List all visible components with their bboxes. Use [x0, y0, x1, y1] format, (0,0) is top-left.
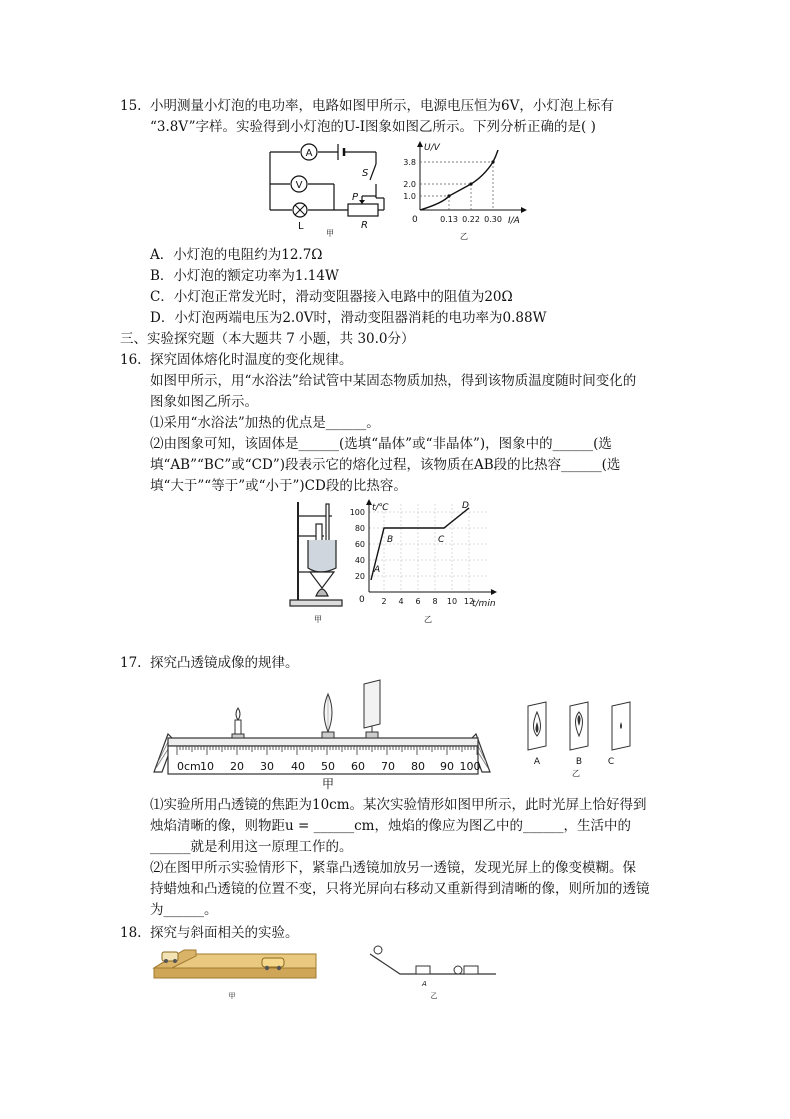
convex-lens-icon — [322, 694, 334, 738]
point-b-label: B — [387, 535, 394, 545]
q15-option-c: C．小灯泡正常发光时，滑动变阻器接入电路中的阻值为20Ω — [150, 289, 513, 305]
point-a-label: A — [422, 980, 427, 988]
point-a-label: A — [374, 565, 381, 575]
image-option-c — [612, 702, 630, 750]
q16-number: 16. — [120, 352, 142, 368]
q17-title: 探究凸透镜成像的规律。 — [150, 655, 299, 671]
image-label-b: B — [575, 757, 583, 767]
voltmeter-label: V — [295, 180, 303, 191]
melting-xlabel: t/min — [472, 599, 496, 609]
ui-ytick: 1.0 — [403, 192, 416, 201]
image-options — [520, 698, 640, 778]
bench-tick-label: 100 — [459, 760, 481, 773]
melting-origin: 0 — [359, 595, 365, 605]
melting-ytick: 80 — [354, 524, 365, 533]
q15-circuit-diagram — [262, 140, 392, 238]
q15-stem-2: “3.8V”字样。实验得到小灯泡的U-I图象如图乙所示。下列分析正确的是( ) — [150, 119, 596, 135]
incline-ball-caption: 乙 — [430, 992, 438, 1000]
block-icon — [464, 966, 478, 974]
ui-ytick: 3.8 — [403, 158, 416, 167]
bench-tick-label: 0cm — [177, 760, 201, 773]
bench-tick-label: 40 — [291, 760, 305, 773]
q18-title-line — [120, 924, 299, 943]
bench-caption: 甲 — [321, 777, 335, 791]
incline-car-diagram — [148, 944, 320, 1002]
image-label-c: C — [607, 757, 615, 767]
q18-number: 18. — [120, 925, 142, 941]
melting-xtick: 12 — [463, 597, 475, 606]
ui-ytick: 2.0 — [403, 180, 416, 189]
melting-graph-caption: 乙 — [424, 615, 432, 624]
ui-xlabel: I/A — [508, 216, 520, 226]
bench-tick-label: 20 — [230, 760, 244, 773]
melting-xtick: 4 — [398, 597, 404, 606]
q16-line-1: 如图甲所示，用“水浴法”给试管中某固态物质加热，得到该物质温度随时间变化的 — [150, 373, 637, 389]
section-3-heading: 三、实验探究题（本大题共 7 小题，共 30.0分） — [120, 331, 415, 347]
point-c-label: C — [438, 535, 445, 545]
light-screen-icon — [364, 680, 380, 738]
q16-line-6: 填“大于”“等于”或“小于”)CD段的比热容。 — [150, 478, 407, 494]
bench-tick-label: 50 — [321, 760, 335, 773]
q15-option-d: D．小灯泡两端电压为2.0V时，滑动变阻器消耗的电功率为0.88W — [150, 310, 547, 326]
q17-line-5: 持蜡烛和凸透镜的位置不变，只将光屏向右移动又重新得到清晰的像，则所加的透镜 — [150, 881, 650, 897]
block-icon — [416, 966, 430, 974]
q17-line-2: 烛焰清晰的像，则物距u = ______cm，烛焰的像应为图乙中的______，生活中的 — [150, 818, 631, 834]
image-options-caption: 乙 — [572, 769, 580, 778]
point-d-label: D — [462, 501, 469, 511]
melting-ytick: 100 — [349, 508, 365, 517]
q16-line-3: ⑴采用“水浴法”加热的优点是______。 — [150, 415, 380, 431]
melting-ytick: 40 — [354, 556, 365, 565]
q17-line-6: 为______。 — [150, 902, 218, 918]
image-option-b — [570, 702, 588, 750]
q16-line-4: ⑵由图象可知，该固体是______(选填“晶体”或“非晶体”)，图象中的______(选 — [150, 436, 612, 452]
q15-number: 15. — [120, 98, 142, 114]
image-option-a — [528, 702, 546, 750]
q17-line-1: ⑴实验所用凸透镜的焦距为10cm。某次实验情形如图甲所示，此时光屏上恰好得到 — [150, 797, 647, 813]
water-bath-apparatus — [286, 496, 350, 628]
q16-title: 探究固体熔化时温度的变化规律。 — [150, 352, 353, 368]
q16-line-5: 填“AB”“BC”或“CD”)段表示它的熔化过程，该物质在AB段的比热容______(选 — [150, 457, 621, 473]
lamp-icon — [293, 203, 307, 217]
incline-car-caption: 甲 — [228, 992, 236, 1000]
optical-bench — [150, 676, 495, 794]
switch-label: S — [362, 168, 369, 179]
melting-graph — [344, 498, 506, 628]
slider-label: P — [352, 192, 359, 203]
ui-xtick: 0.13 — [440, 215, 458, 224]
bench-tick-label: 80 — [411, 760, 425, 773]
q17-number: 17. — [120, 655, 142, 671]
melting-ytick: 60 — [354, 540, 365, 549]
melting-ytick: 20 — [354, 572, 365, 581]
incline-ball-diagram — [360, 940, 500, 1002]
apparatus-caption: 甲 — [314, 615, 322, 624]
q17-line-4: ⑵在图甲所示实验情形下，紧靠凸透镜加放另一透镜，发现光屏上的像变模糊。保 — [150, 860, 636, 876]
toy-car-icon — [162, 952, 178, 963]
melting-ylabel: t/℃ — [372, 503, 389, 513]
ball-icon — [454, 966, 462, 974]
circuit-caption: 甲 — [326, 229, 334, 238]
ui-xtick: 0.30 — [484, 215, 502, 224]
ui-ylabel: U/V — [424, 143, 440, 153]
ui-origin: 0 — [412, 215, 418, 225]
lamp-label: L — [298, 221, 304, 232]
bench-tick-label: 10 — [200, 760, 214, 773]
q15-option-a: A．小灯泡的电阻约为12.7Ω — [150, 247, 323, 263]
image-label-a: A — [533, 757, 541, 767]
q18-title: 探究与斜面相关的实验。 — [150, 925, 299, 941]
q15-stem-1: 小明测量小灯泡的电功率，电路如图甲所示，电源电压恒为6V，小灯泡上标有 — [150, 98, 614, 114]
melting-xtick: 8 — [432, 597, 438, 606]
ui-graph-caption: 乙 — [460, 232, 468, 241]
melting-xtick: 10 — [446, 597, 458, 606]
melting-xtick: 6 — [415, 597, 421, 606]
bench-tick-label: 90 — [440, 760, 454, 773]
q15-option-b: B．小灯泡的额定功率为1.14W — [150, 268, 339, 284]
bench-tick-label: 70 — [381, 760, 395, 773]
ammeter-label: A — [305, 148, 313, 159]
ui-xtick: 0.22 — [462, 215, 480, 224]
ball-icon — [374, 946, 382, 954]
bench-tick-label: 60 — [351, 760, 365, 773]
bench-tick-label: 30 — [260, 760, 274, 773]
q16-line-2: 图象如图乙所示。 — [150, 394, 258, 410]
melting-xtick: 2 — [381, 597, 387, 606]
q17-title-line — [120, 654, 299, 673]
q17-line-3: ______就是利用这一原理工作的。 — [150, 839, 353, 855]
rheostat-label: R — [361, 220, 368, 231]
q16-title-line — [120, 351, 353, 370]
q15-ui-graph — [398, 138, 530, 242]
q15-line-1 — [120, 97, 614, 116]
candle-icon — [232, 708, 244, 738]
ui-curve — [420, 150, 498, 210]
